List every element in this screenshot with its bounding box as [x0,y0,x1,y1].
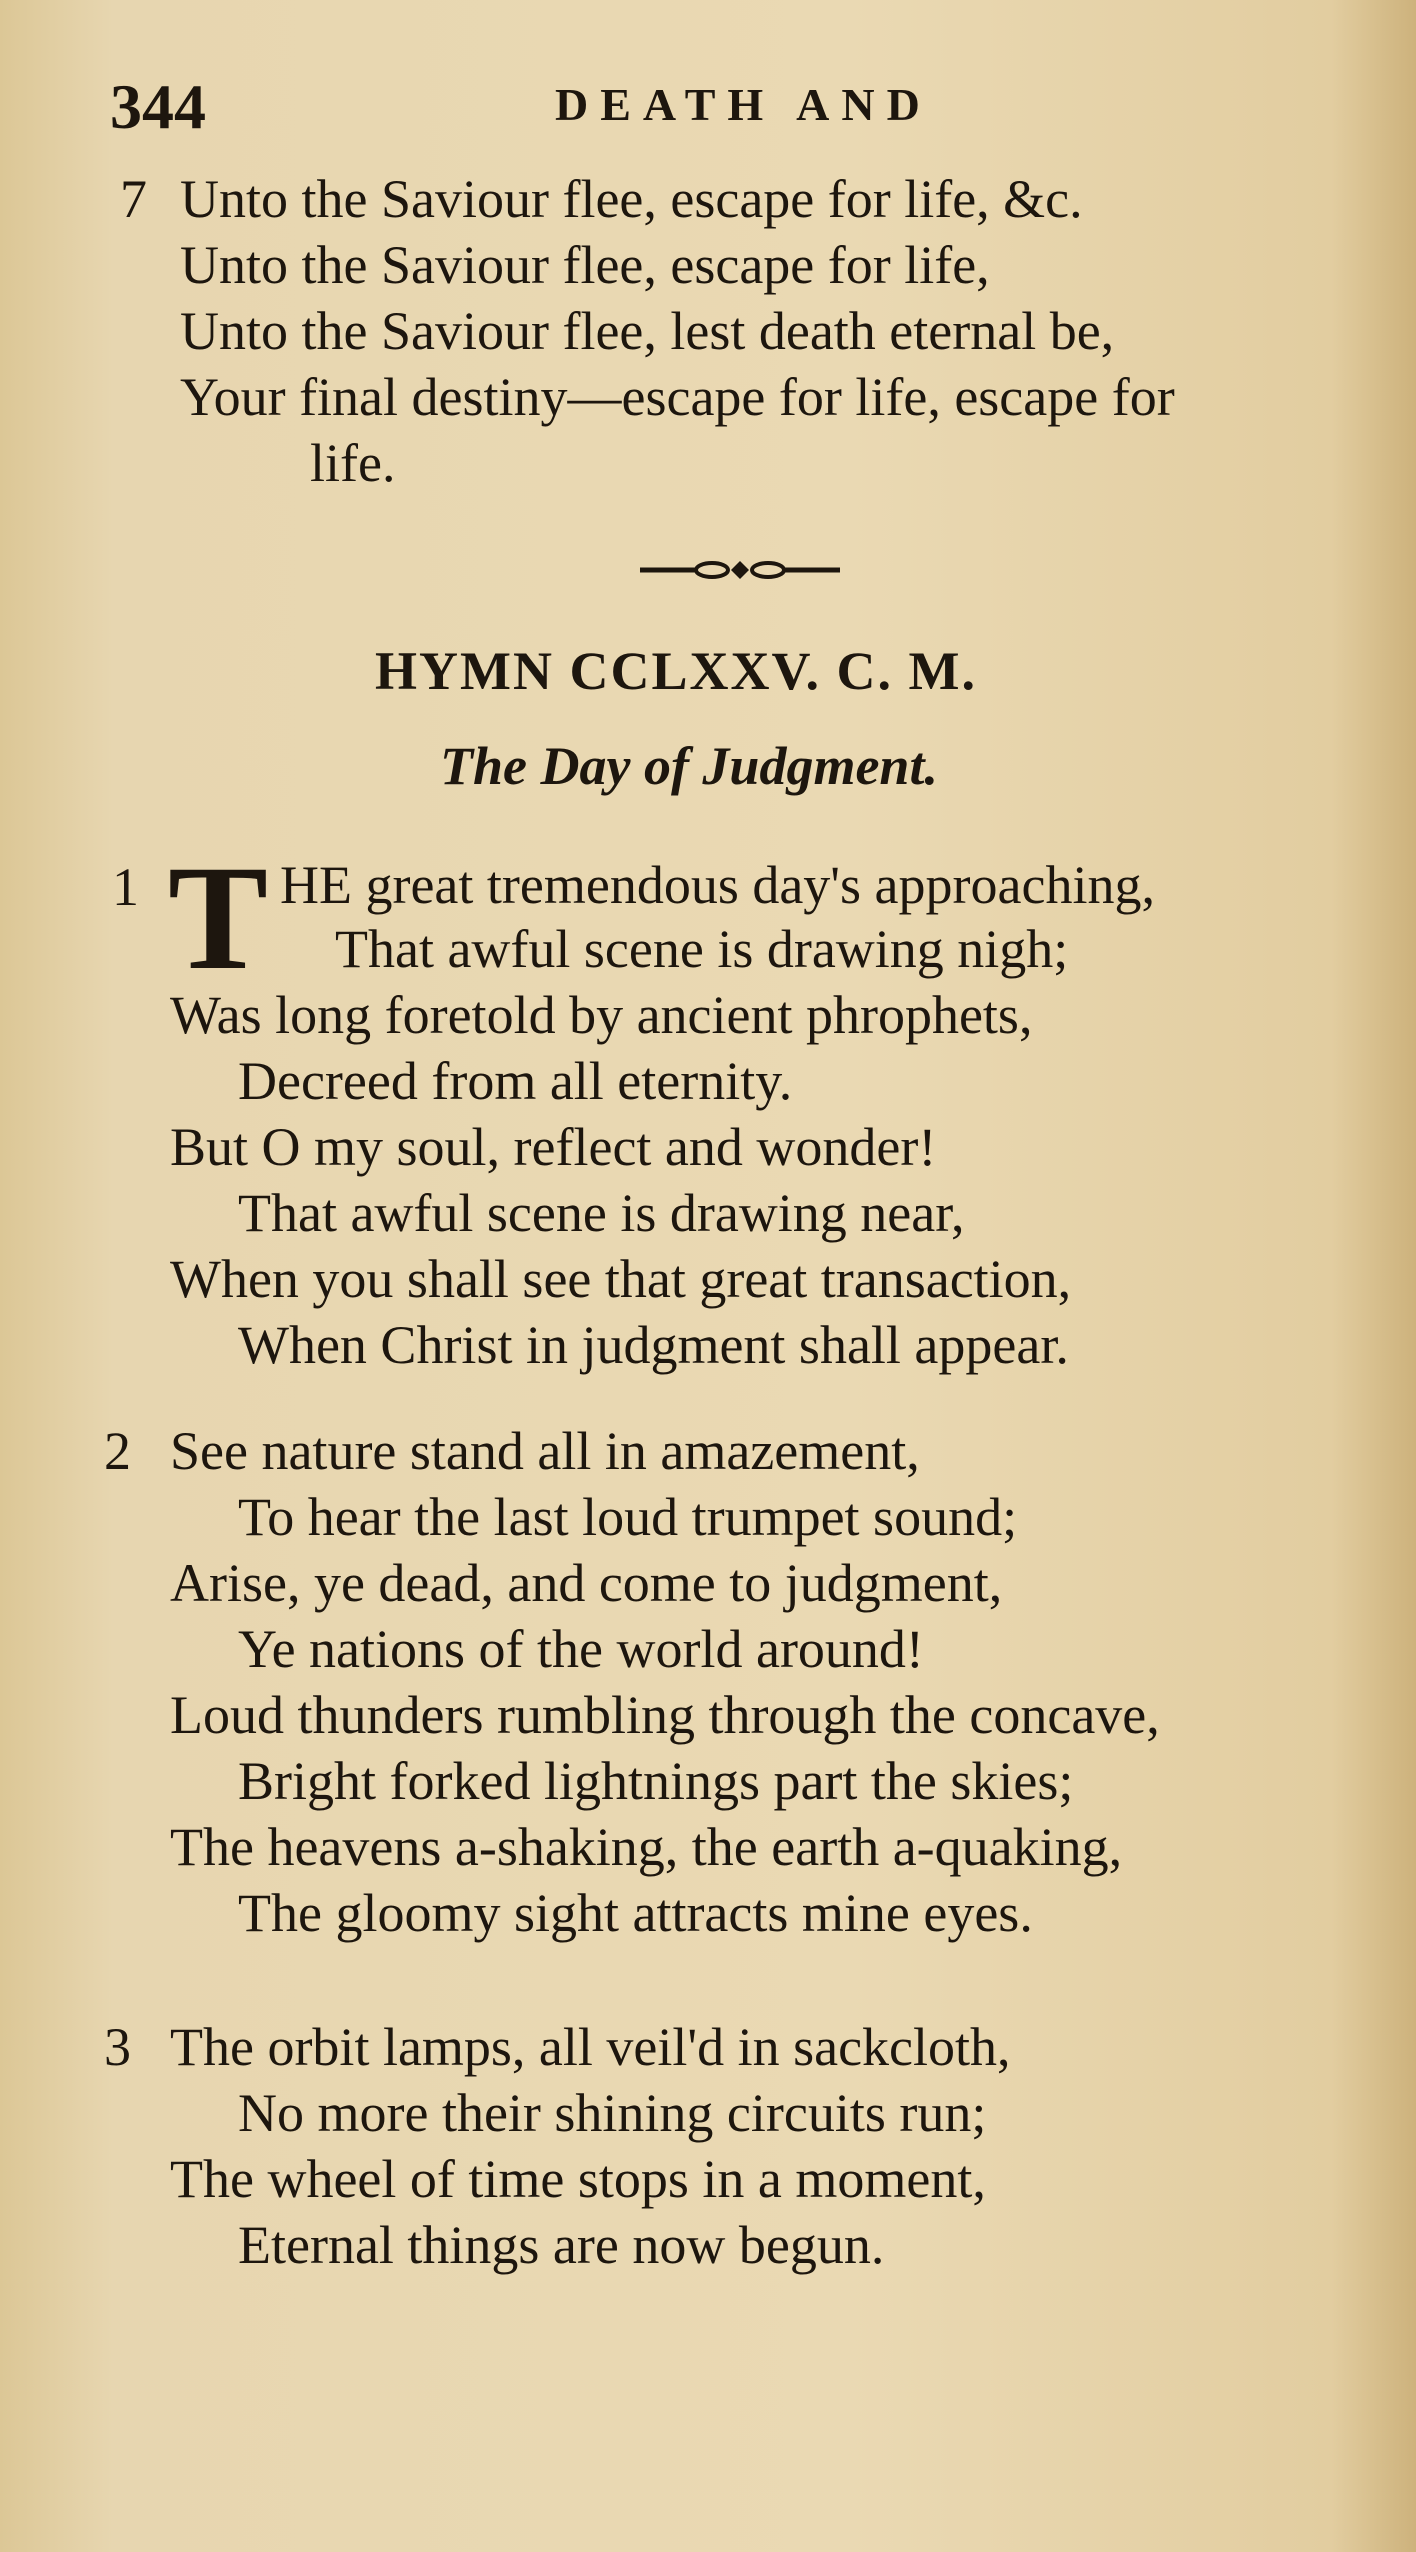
verse-line: Your final destiny—escape for life, escape for [180,367,1175,427]
verse-number: 2 [104,1421,131,1481]
verse-line: The heavens a-shaking, the earth a-quaking, [170,1817,1123,1877]
verse-line: The gloomy sight attracts mine eyes. [238,1883,1033,1943]
hymn-title: HYMN CCLXXV. C. M. [375,641,977,701]
verse-line: That awful scene is drawing near, [238,1183,965,1243]
page-number: 344 [110,71,206,142]
verse-line: See nature stand all in amazement, [170,1421,920,1481]
verse-line: Arise, ye dead, and come to judgment, [170,1553,1003,1613]
verse-line: life. [310,433,396,493]
verse-line: Decreed from all eternity. [238,1051,793,1111]
verse-line: Loud thunders rumbling through the concave, [170,1685,1160,1745]
ornament-divider-icon [640,560,840,580]
verse-line: HE great tremendous day's approaching, [280,855,1155,915]
verse-line: Unto the Saviour flee, escape for life, &c. [180,169,1083,229]
verse-line: The wheel of time stops in a moment, [170,2149,986,2209]
verse-line: Unto the Saviour flee, escape for life, [180,235,990,295]
verse-line: No more their shining circuits run; [238,2083,987,2143]
verse-number: 3 [104,2017,131,2077]
verse-line: Unto the Saviour flee, lest death eternal be, [180,301,1115,361]
running-title: DEATH AND [555,79,932,130]
drop-cap: T [168,835,269,1001]
verse-line: When Christ in judgment shall appear. [238,1315,1069,1375]
verse-line: Ye nations of the world around! [238,1619,924,1679]
hymn-subtitle: The Day of Judgment. [440,736,938,796]
verse-line: The orbit lamps, all veil'd in sackcloth, [170,2017,1011,2077]
verse-line: But O my soul, reflect and wonder! [170,1117,937,1177]
verse-line: Bright forked lightnings part the skies; [238,1751,1074,1811]
verse-line: Eternal things are now begun. [238,2215,885,2275]
verse-line: Was long foretold by ancient phrophets, [170,985,1033,1045]
verse-number: 7 [120,169,147,229]
verse-line: When you shall see that great transaction, [170,1249,1072,1309]
verse-number: 1 [112,857,139,917]
verse-line: That awful scene is drawing nigh; [335,919,1069,979]
verse-line: To hear the last loud trumpet sound; [238,1487,1018,1547]
